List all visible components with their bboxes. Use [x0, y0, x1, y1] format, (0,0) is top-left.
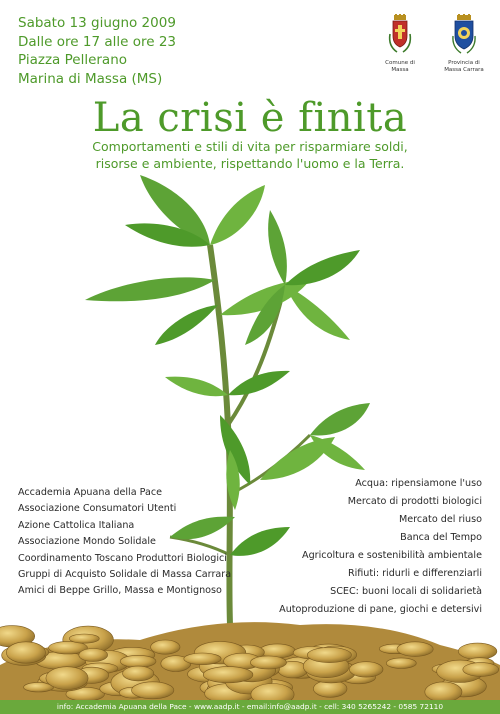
comune-label-line2: Massa [391, 67, 409, 73]
organization-item: Coordinamento Toscano Produttori Biologici [18, 552, 227, 564]
event-date: Sabato 13 giugno 2009 [18, 15, 176, 31]
subtitle-line1: Comportamenti e stili di vita per risparmiare soldi, [92, 139, 408, 154]
coin [425, 682, 462, 700]
coin [69, 634, 99, 643]
poster-title: La crisi è finita [92, 95, 408, 141]
coin [307, 647, 351, 662]
provincia-label-line2: Massa Carrara [444, 67, 484, 73]
topic-item: Agricoltura e sostenibilità ambientale [302, 550, 482, 561]
comune-label-line1: Comune di [385, 60, 415, 66]
coin [463, 663, 499, 677]
coin [184, 653, 221, 665]
organization-item: Associazione Mondo Solidale [18, 536, 156, 548]
provincia-crest [444, 14, 484, 74]
event-city: Marina di Massa (MS) [18, 70, 163, 87]
coin [386, 658, 416, 669]
coin [259, 644, 295, 658]
comune-massa-crest-icon [385, 14, 415, 58]
event-place: Piazza Pellerano [18, 52, 128, 68]
organization-item: Azione Cattolica Italiana [18, 519, 135, 531]
organization-item: Associazione Consumatori Utenti [18, 503, 177, 515]
coin [123, 666, 154, 681]
topic-item: Autoproduzione di pane, giochi e detersivi [279, 604, 482, 615]
event-info [18, 14, 176, 88]
crests [380, 14, 490, 84]
coin [6, 642, 45, 663]
coin [458, 643, 497, 659]
subtitle-line2: risorse e ambiente, rispettando l'uomo e la Terra. [95, 156, 405, 171]
coin [397, 642, 433, 657]
organization-item: Amici di Beppe Grillo, Massa e Montignoso [18, 585, 222, 597]
topic-item: SCEC: buoni locali di solidarietà [330, 586, 482, 597]
organization-item: Gruppi di Acquisto Solidale di Massa Carrara [18, 569, 232, 581]
comune-massa-crest [380, 14, 420, 74]
coin [79, 649, 108, 662]
coin [250, 656, 286, 669]
provincia-label-line1: Provincia di [448, 60, 480, 66]
provincia-label [444, 60, 484, 74]
coin [151, 640, 180, 654]
organization-item: Accademia Apuana della Pace [18, 487, 163, 498]
topic-item: Banca del Tempo [400, 532, 482, 543]
organizations-list [18, 485, 231, 600]
provincia-crest-icon [449, 14, 479, 58]
coin [203, 667, 253, 683]
comune-label [380, 60, 420, 74]
coin-pile-illustration [0, 595, 500, 700]
coin [132, 682, 174, 699]
topic-item: Mercato di prodotti biologici [347, 496, 482, 507]
event-time: Dalle ore 17 alle ore 23 [18, 33, 177, 50]
footer-contact-bar: info: Accademia Apuana della Pace - www.aadp.it - email:info@aadp.it - cell: 340 5265242 - 0585 72110 [0, 700, 500, 714]
topic-item: Rifiuti: ridurli e differenziarli [347, 568, 482, 579]
coin [349, 662, 383, 677]
topic-item: Acqua: ripensiamone l'uso [355, 478, 482, 489]
coin [120, 655, 156, 667]
coin [46, 667, 88, 690]
topic-item: Mercato del riuso [398, 514, 482, 525]
